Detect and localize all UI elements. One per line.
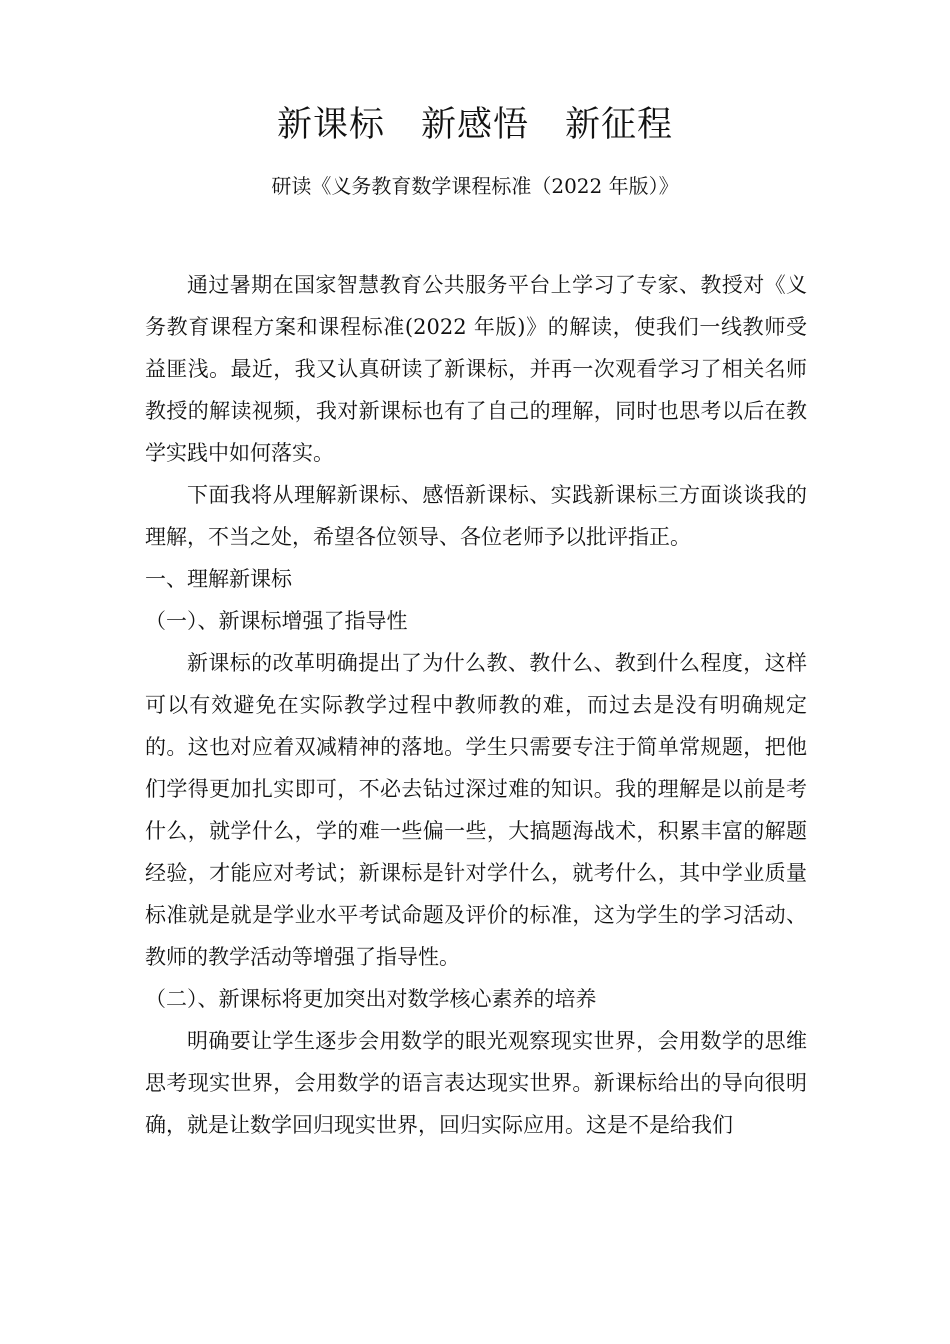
document-subtitle: 研读《义务教育数学课程标准（2022 年版）》 — [271, 174, 679, 198]
document-body — [145, 264, 807, 1146]
paragraph-core-literacy: 明确要让学生逐步会用数学的眼光观察现实世界，会用数学的思维思考现实世界，会用数学的语言表达现实世界。新课标给出的导向很明确，就是让数学回归现实世界，回归实际应用。这是不是给我们 — [145, 1029, 807, 1137]
section-heading-1: 一、理解新课标 — [145, 567, 292, 591]
paragraph-outline: 下面我将从理解新课标、感悟新课标、实践新课标三方面谈谈我的理解，不当之处，希望各位领导、各位老师予以批评指正。 — [145, 483, 807, 549]
subsection-heading-1-1: （一）、新课标增强了指导性 — [145, 609, 408, 633]
subsection-heading-1-2: （二）、新课标将更加突出对数学核心素养的培养 — [145, 987, 597, 1011]
document-title: 新课标 新感悟 新征程 — [276, 105, 673, 145]
paragraph-guidance: 新课标的改革明确提出了为什么教、教什么、教到什么程度，这样可以有效避免在实际教学过程中教师教的难，而过去是没有明确规定的。这也对应着双减精神的落地。学生只需要专注于简单常规题，把他们学得更加扎实即可，不必去钻过深过难的知识。我的理解是以前是考什么，就学什么，学的难一些偏一些，大搞题海战术，积累丰富的解题经验，才能应对考试；新课标是针对学什么，就考什么，其中学业质量标准就是就是学业水平考试命题及评价的标准，这为学生的学习活动、教师的教学活动等增强了指导性。 — [145, 651, 807, 969]
paragraph-intro: 通过暑期在国家智慧教育公共服务平台上学习了专家、教授对《义务教育课程方案和课程标准(2022 年版)》的解读，使我们一线教师受益匪浅。最近，我又认真研读了新课标，并再一次观看学习了相关名师教授的解读视频，我对新课标也有了自己的理解，同时也思考以后在教学实践中如何落实。 — [145, 273, 807, 465]
